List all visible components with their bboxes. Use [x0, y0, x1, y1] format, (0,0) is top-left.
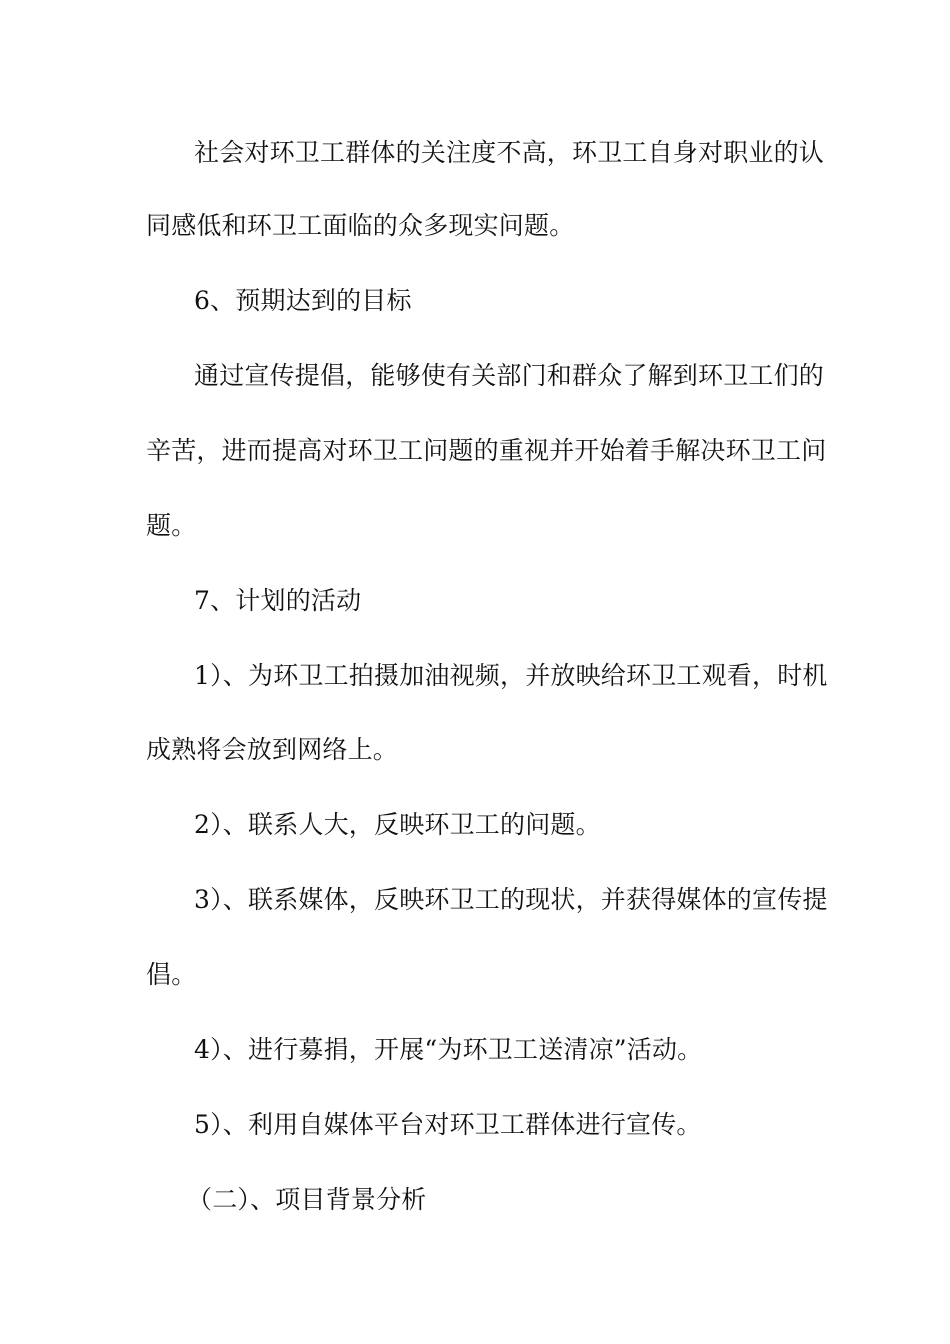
activity-item-4: 4）、进行募捐，开展“为环卫工送清凉”活动。 [194, 1035, 703, 1064]
activity-item-3-line-1: 3）、联系媒体，反映环卫工的现状，并获得媒体的宣传提 [194, 885, 828, 914]
section-heading-goals: 6、预期达到的目标 [194, 286, 412, 315]
activity-item-3-line-2: 倡。 [146, 960, 197, 989]
section-heading-activities: 7、计划的活动 [194, 586, 362, 615]
section-heading-background: （二）、项目背景分析 [187, 1185, 427, 1214]
activity-item-2: 2）、联系人大，反映环卫工的问题。 [194, 810, 601, 839]
paragraph-goals-line-3: 题。 [146, 511, 197, 540]
activity-item-5: 5）、利用自媒体平台对环卫工群体进行宣传。 [194, 1110, 702, 1139]
paragraph-attention-line-1: 社会对环卫工群体的关注度不高，环卫工自身对职业的认 [194, 138, 825, 167]
paragraph-goals-line-2: 辛苦，进而提高对环卫工问题的重视并开始着手解决环卫工问 [146, 436, 827, 465]
activity-item-1-line-1: 1）、为环卫工拍摄加油视频，并放映给环卫工观看，时机 [194, 661, 828, 690]
activity-item-1-line-2: 成熟将会放到网络上。 [146, 735, 399, 764]
paragraph-goals-line-1: 通过宣传提倡，能够使有关部门和群众了解到环卫工们的 [194, 361, 825, 390]
paragraph-attention-line-2: 同感低和环卫工面临的众多现实问题。 [146, 211, 575, 240]
